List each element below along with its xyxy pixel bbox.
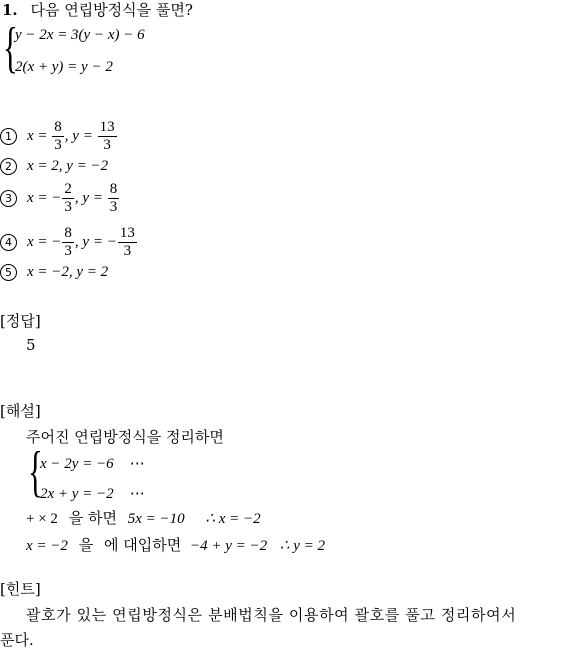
hint-label: [힌트] (0, 580, 41, 598)
choice-marker: 4 (0, 234, 17, 251)
left-brace-icon: { (3, 17, 18, 79)
hint-line-1: 괄호가 있는 연립방정식은 분배법칙을 이용하여 괄호를 풀고 정리하여서 (26, 606, 517, 624)
solution-equation-2: 2x + y = −2 ⋯ (40, 486, 145, 502)
choice-text: x = $\frac{8}{3}$ , y = $\frac{13}{3}$ (27, 118, 115, 153)
choice-3[interactable] (0, 178, 120, 218)
choice-text: x = − $\frac{8}{3}$ , y = − $\frac{13}{3}$ (27, 224, 135, 259)
solution-equation-1: x − 2y = −6 ⋯ (40, 456, 145, 472)
choice-5[interactable] (0, 252, 108, 292)
choice-marker: 1 (0, 128, 17, 145)
solution-step-1: + × 2 을 하면 5x = −10 ∴ x = −2 (26, 509, 261, 527)
answer-label: [정답] (0, 312, 41, 330)
left-brace-icon: { (28, 441, 43, 503)
choice-text: x = − $\frac{2}{3}$ , y = $\frac{8}{3}$ (27, 180, 118, 215)
hint-line-2: 푼다. (0, 631, 34, 649)
question-header (2, 1, 193, 19)
choice-text: x = −2, y = 2 (27, 263, 109, 280)
solution-label: [해설] (0, 402, 41, 420)
choice-marker: 5 (0, 264, 17, 281)
choice-marker: 2 (0, 158, 17, 175)
system-equation-1: y − 2x = 3(y − x) − 6 (15, 27, 145, 43)
solution-intro: 주어진 연립방정식을 정리하면 (26, 428, 224, 446)
question-number: 1. (2, 1, 18, 19)
solution-step-2: x = −2 을 에 대입하면 −4 + y = −2 ∴ y = 2 (26, 536, 325, 554)
answer-value: 5 (26, 336, 36, 354)
choice-marker: 3 (0, 190, 17, 207)
question-prompt: 다음 연립방정식을 풀면? (30, 1, 193, 19)
choice-text: x = 2, y = −2 (27, 157, 109, 174)
system-equation-2: 2(x + y) = y − 2 (15, 59, 113, 75)
